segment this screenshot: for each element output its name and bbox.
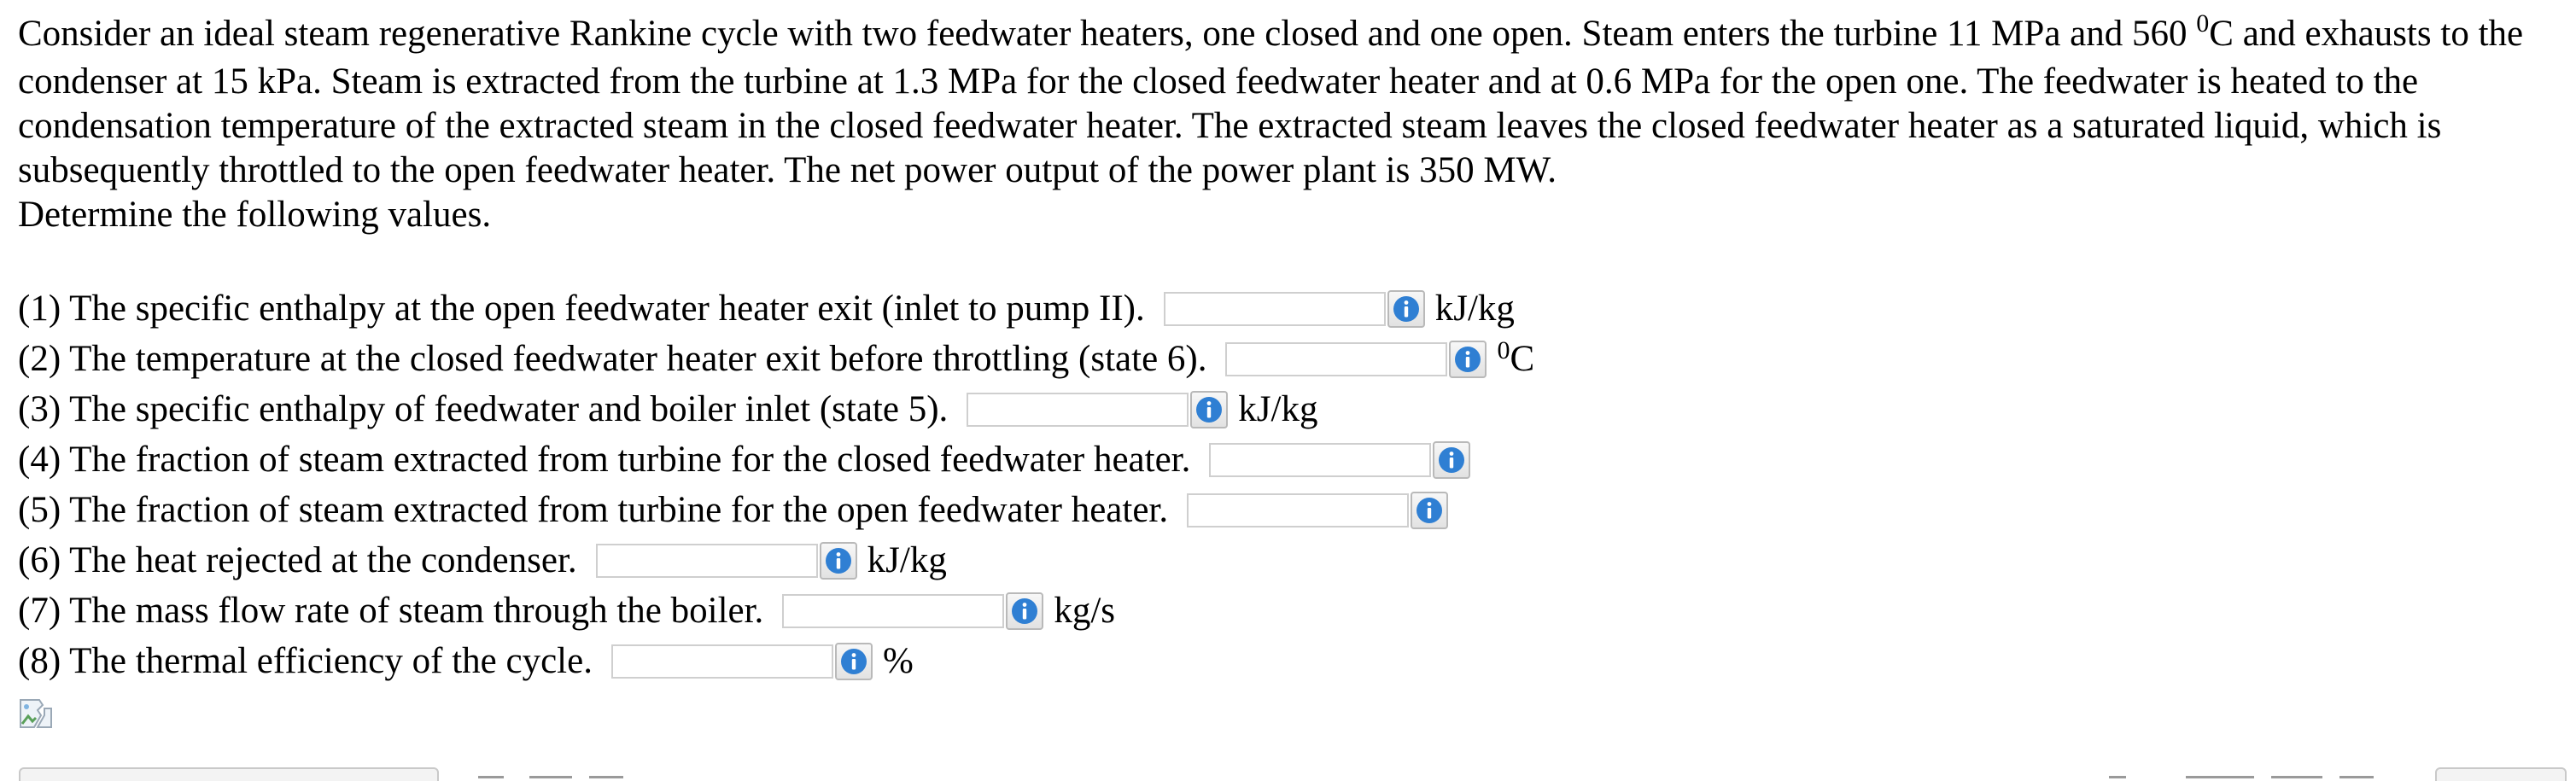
footer-button-right[interactable] — [2435, 767, 2567, 781]
answer-input-4[interactable] — [1209, 443, 1431, 477]
question-list — [18, 283, 2562, 686]
answer-input-5[interactable] — [1187, 493, 1409, 527]
problem-text: Consider an ideal steam regenerative Rankine cycle with two feedwater heaters, one closed and one open. Steam enters the turbine 11 MPa and 560 $^0$C and exhausts to the condenser at 15 kPa. Steam is extracted from the turbine at 1.3 MPa for the closed feedwater heater and at 0.6 MPa for the open one. The feedwater is heated to the condensation temperature of the extracted steam in the closed feedwater heater. The extracted steam leaves the closed feedwater heater as a saturated liquid, which is subsequently throttled to the open feedwater heater. The net power output of the power plant is 350 MW. — [18, 9, 2524, 190]
degree-superscript: 0 — [2196, 9, 2210, 38]
answer-input-8[interactable] — [611, 644, 833, 679]
footer-text-fragment — [2339, 776, 2374, 778]
question-label: (1) The specific enthalpy at the open feedwater heater exit (inlet to pump II). — [18, 289, 1145, 329]
question-7 — [18, 586, 2562, 636]
question-label: (7) The mass flow rate of steam through the boiler. — [18, 591, 764, 631]
info-icon[interactable] — [1449, 341, 1487, 378]
footer-text-fragment — [2109, 776, 2126, 778]
unit-label: kJ/kg — [1434, 289, 1515, 329]
answer-input-7[interactable] — [782, 594, 1004, 628]
question-label: (8) The thermal efficiency of the cycle. — [18, 641, 593, 681]
answer-input-1[interactable] — [1164, 292, 1386, 326]
question-8 — [18, 636, 2562, 686]
question-4 — [18, 434, 2562, 485]
footer-button-left[interactable] — [19, 767, 439, 781]
question-label: (5) The fraction of steam extracted from turbine for the open feedwater heater. — [18, 490, 1169, 530]
footer-text-fragment — [2186, 776, 2254, 778]
question-6 — [18, 535, 2562, 586]
footer-text-fragment — [589, 776, 623, 778]
unit-label: kJ/kg — [1238, 389, 1318, 429]
degree-superscript: 0 — [1497, 336, 1510, 364]
unit-label: $^0$C — [1497, 336, 1535, 379]
info-icon[interactable] — [835, 643, 873, 680]
question-5 — [18, 485, 2562, 535]
question-label: (3) The specific enthalpy of feedwater and boiler inlet (state 5). — [18, 389, 949, 429]
info-icon[interactable] — [1411, 492, 1448, 529]
info-icon[interactable] — [1190, 391, 1228, 428]
question-label: (2) The temperature at the closed feedwater heater exit before throttling (state 6). — [18, 339, 1207, 379]
unit-label: kg/s — [1054, 591, 1115, 631]
info-icon[interactable] — [1387, 290, 1425, 328]
broken-image-icon — [19, 698, 53, 729]
footer-bar — [0, 764, 2576, 781]
question-3 — [18, 384, 2562, 434]
problem-instruction: Determine the following values. — [18, 195, 492, 235]
question-2 — [18, 334, 2562, 384]
question-label: (6) The heat rejected at the condenser. — [18, 540, 577, 580]
info-icon[interactable] — [1006, 592, 1043, 630]
unit-label: % — [882, 641, 914, 681]
question-1 — [18, 283, 2562, 334]
problem-statement — [18, 9, 2562, 237]
question-label: (4) The fraction of steam extracted from turbine for the closed feedwater heater. — [18, 440, 1191, 480]
info-icon[interactable] — [820, 542, 857, 580]
info-icon[interactable] — [1433, 441, 1470, 479]
answer-input-6[interactable] — [596, 544, 818, 578]
footer-text-fragment — [2271, 776, 2322, 778]
footer-text-fragment — [529, 776, 572, 778]
answer-input-3[interactable] — [967, 393, 1189, 427]
answer-input-2[interactable] — [1225, 342, 1447, 376]
unit-label: kJ/kg — [867, 540, 947, 580]
footer-text-fragment — [478, 776, 504, 778]
